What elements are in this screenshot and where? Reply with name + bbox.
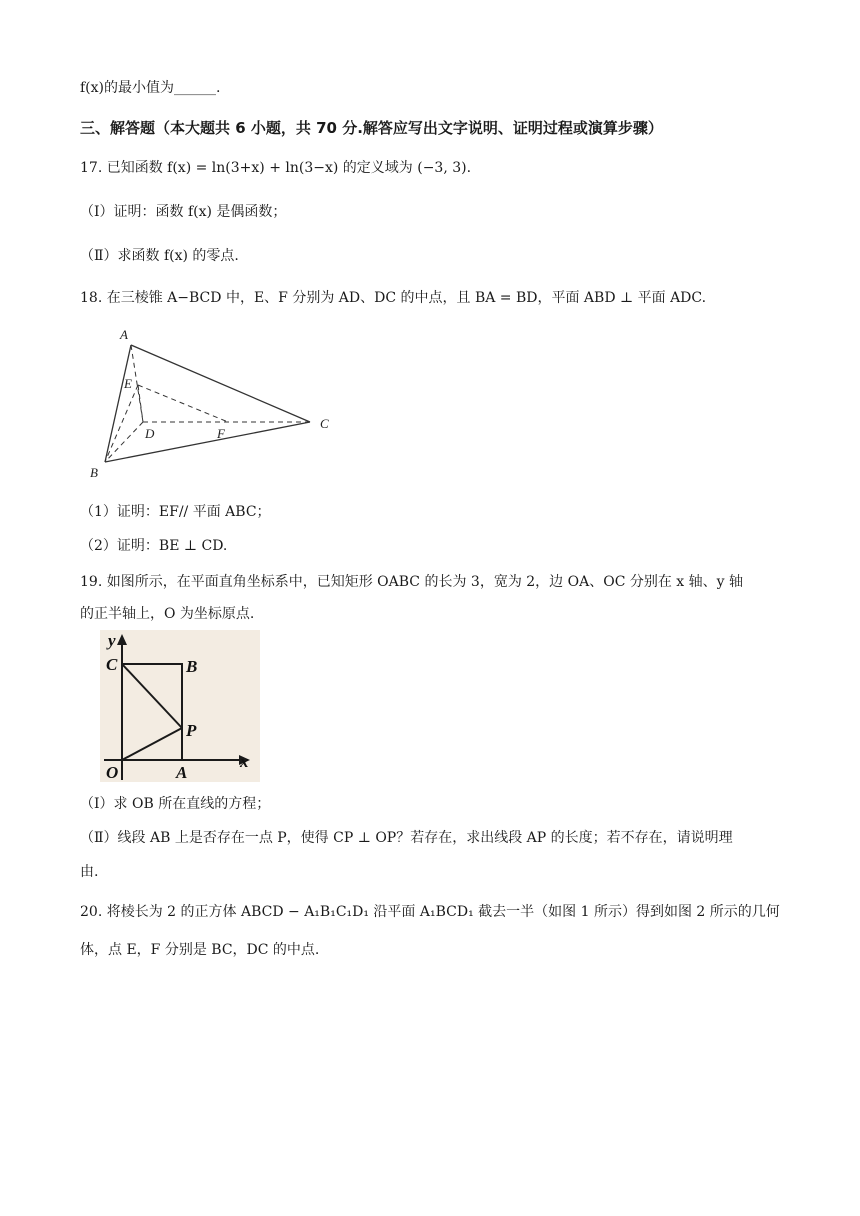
label-y: y <box>108 631 116 650</box>
question-17-part-2: （Ⅱ）求函数 f(x) 的零点. <box>80 248 239 264</box>
question-17: 17. 已知函数 f(x) = ln(3+x) + ln(3−x) 的定义域为 (−3, 3). <box>80 160 472 176</box>
question-19-part-2-line-1: （Ⅱ）线段 AB 上是否存在一点 P，使得 CP ⊥ OP？若存在，求出线段 AP 的长度；若不存在，请说明理 <box>80 830 733 846</box>
label-c: C <box>106 655 118 674</box>
question-20-line-1: 20. 将棱长为 2 的正方体 ABCD − A₁B₁C₁D₁ 沿平面 A₁BCD₁ 截去一半（如图 1 所示）得到如图 2 所示的几何 <box>80 904 780 920</box>
question-19-part-2-line-2: 由. <box>80 864 99 880</box>
label-x: x <box>240 752 249 771</box>
label-e: E <box>124 376 132 391</box>
line-fill-blank: f(x)的最小值为______. <box>80 80 221 96</box>
figure-tetrahedron <box>80 322 350 491</box>
question-19-part-1: （Ⅰ）求 OB 所在直线的方程； <box>80 796 271 812</box>
label-a: A <box>176 763 188 782</box>
label-o: O <box>106 763 119 782</box>
label-a: A <box>120 327 128 342</box>
figure-rectangle-coordinate <box>100 630 260 786</box>
label-d: D <box>145 426 155 441</box>
section-heading: 三、解答题（本大题共 6 小题，共 70 分.解答应写出文字说明、证明过程或演算步骤） <box>80 119 663 137</box>
question-18-part-2: （2）证明：BE ⊥ CD. <box>80 538 228 554</box>
label-b: B <box>186 657 198 676</box>
label-f: F <box>217 426 225 441</box>
question-18: 18. 在三棱锥 A−BCD 中，E、F 分别为 AD、DC 的中点，且 BA = BD，平面 ABD ⊥ 平面 ADC. <box>80 290 707 306</box>
question-19-line-2: 的正半轴上，O 为坐标原点. <box>80 606 255 622</box>
question-17-part-1: （Ⅰ）证明：函数 f(x) 是偶函数； <box>80 204 287 220</box>
question-20-line-2: 体，点 E，F 分别是 BC，DC 的中点. <box>80 942 320 958</box>
label-p: P <box>186 721 197 740</box>
label-b: B <box>90 465 98 480</box>
question-19-line-1: 19. 如图所示，在平面直角坐标系中，已知矩形 OABC 的长为 3，宽为 2，边 OA、OC 分别在 x 轴、y 轴 <box>80 574 744 590</box>
question-18-part-1: （1）证明：EF// 平面 ABC； <box>80 504 271 520</box>
label-c: C <box>320 416 329 431</box>
